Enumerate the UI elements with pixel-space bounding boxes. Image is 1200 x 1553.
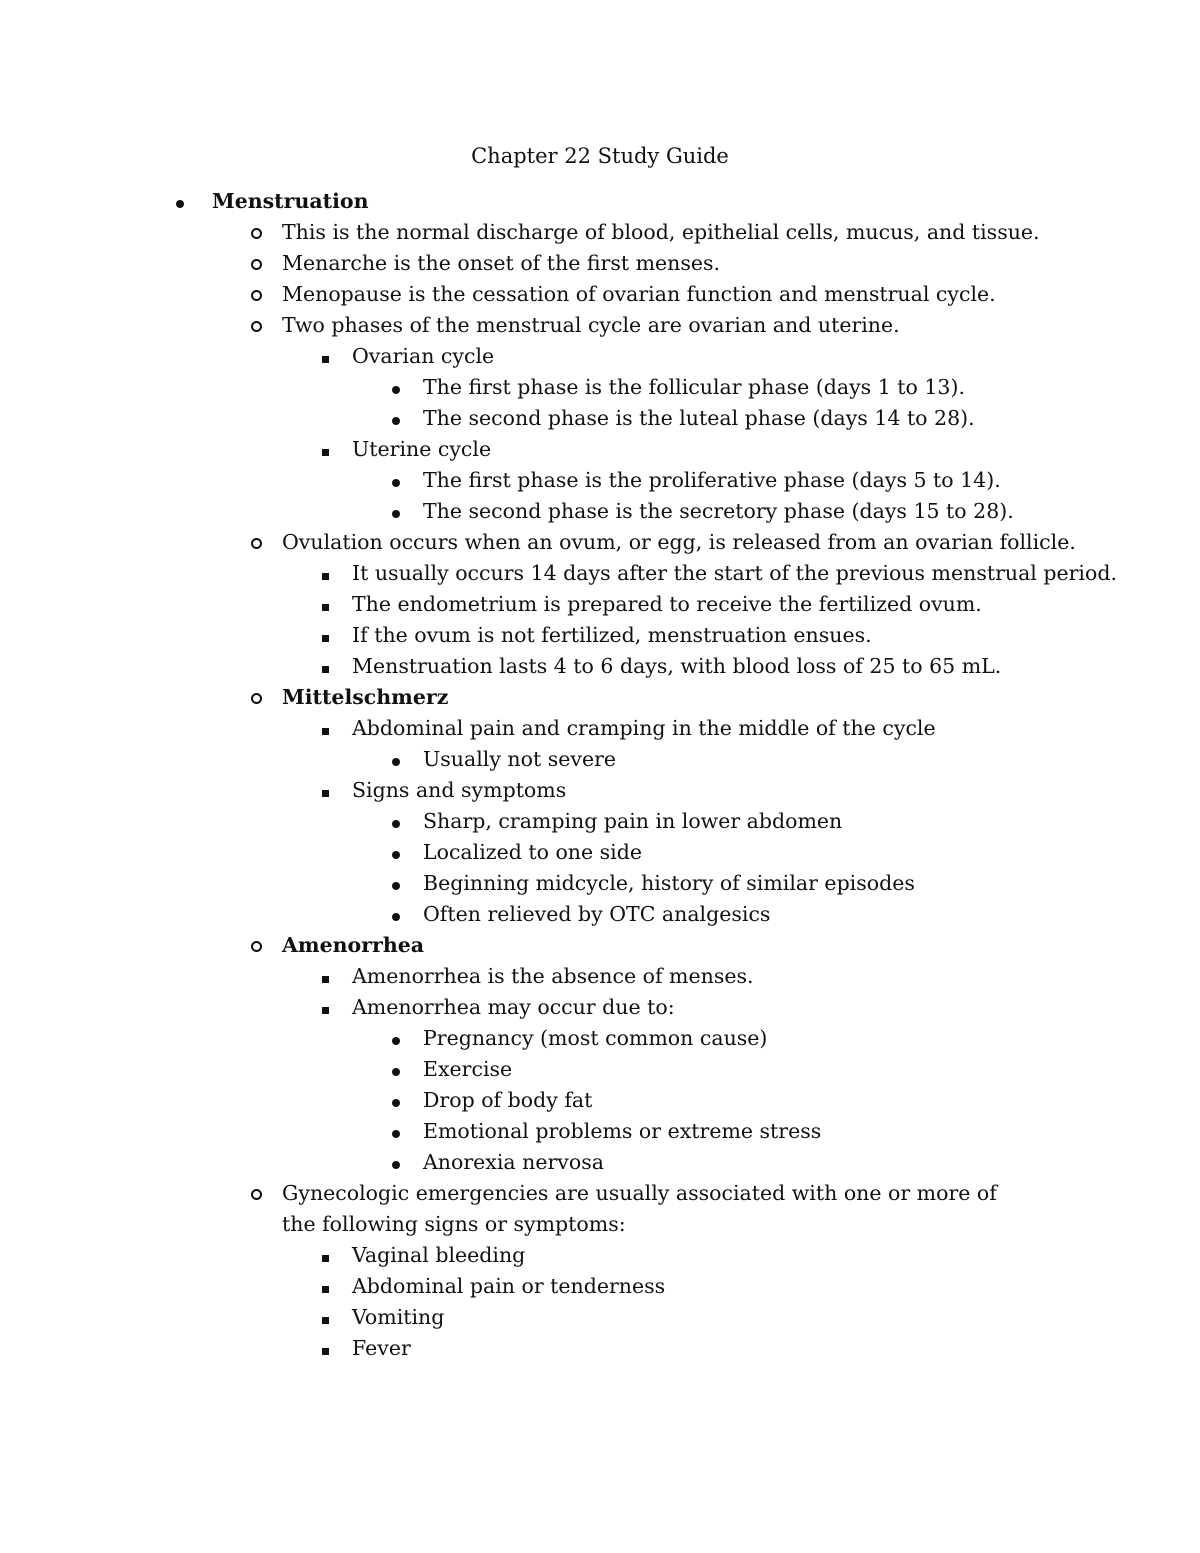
ring-bullet-icon bbox=[246, 279, 266, 310]
disc-bullet-icon bbox=[170, 186, 190, 217]
outline-item-level-3 bbox=[0, 434, 1200, 465]
ring-bullet-icon bbox=[246, 682, 266, 713]
outline-item-text: Menstruation lasts 4 to 6 days, with blood loss of 25 to 65 mL. bbox=[352, 654, 1002, 678]
disc-bullet-icon bbox=[386, 837, 406, 868]
outline-item-text: Abdominal pain and cramping in the middle of the cycle bbox=[352, 716, 936, 740]
disc-bullet-icon bbox=[386, 465, 406, 496]
outline-item-text: Signs and symptoms bbox=[352, 778, 567, 802]
square-bullet-icon bbox=[315, 775, 335, 806]
disc-bullet-icon bbox=[386, 496, 406, 527]
disc-bullet-icon bbox=[386, 1085, 406, 1116]
outline-item-level-3 bbox=[0, 1240, 1200, 1271]
outline-item-text: Usually not severe bbox=[423, 747, 617, 771]
outline-item-level-4 bbox=[0, 1116, 1200, 1147]
outline-item-text: Vaginal bleeding bbox=[352, 1243, 526, 1267]
outline-item-level-4 bbox=[0, 1147, 1200, 1178]
outline-item-level-3 bbox=[0, 341, 1200, 372]
outline-item-text: Gynecologic emergencies are usually associated with one or more of the following signs or symptoms: bbox=[282, 1181, 997, 1236]
disc-bullet-icon bbox=[386, 868, 406, 899]
outline-item-text: Anorexia nervosa bbox=[423, 1150, 604, 1174]
outline-item-level-3 bbox=[0, 961, 1200, 992]
disc-bullet-icon bbox=[386, 1116, 406, 1147]
outline-item-text: The second phase is the secretory phase (days 15 to 28). bbox=[423, 499, 1014, 523]
outline-item-level-3 bbox=[0, 713, 1200, 744]
square-bullet-icon bbox=[315, 558, 335, 589]
outline-item-text: The second phase is the luteal phase (days 14 to 28). bbox=[423, 406, 975, 430]
outline-item-level-3 bbox=[0, 558, 1200, 589]
outline-item-level-4 bbox=[0, 496, 1200, 527]
ring-bullet-icon bbox=[246, 310, 266, 341]
outline-item-text: Beginning midcycle, history of similar episodes bbox=[423, 871, 915, 895]
page-title: Chapter 22 Study Guide bbox=[471, 144, 729, 168]
outline-item-text: The first phase is the follicular phase (days 1 to 13). bbox=[423, 375, 965, 399]
outline-item-text: Menarche is the onset of the first menses. bbox=[282, 251, 721, 275]
outline-item-level-2 bbox=[0, 217, 1200, 248]
outline-item-text: Menopause is the cessation of ovarian function and menstrual cycle. bbox=[282, 282, 996, 306]
disc-bullet-icon bbox=[386, 806, 406, 837]
ring-bullet-icon bbox=[246, 248, 266, 279]
disc-bullet-icon bbox=[386, 744, 406, 775]
outline-item-level-2 bbox=[0, 930, 1200, 961]
outline-item-level-4 bbox=[0, 1085, 1200, 1116]
square-bullet-icon bbox=[315, 434, 335, 465]
outline-item-text: Exercise bbox=[423, 1057, 513, 1081]
outline-item-level-4 bbox=[0, 372, 1200, 403]
outline-item-text: Pregnancy (most common cause) bbox=[423, 1026, 768, 1050]
outline-item-text: Fever bbox=[352, 1336, 411, 1360]
outline-item-text: Ovarian cycle bbox=[352, 344, 495, 368]
square-bullet-icon bbox=[315, 1271, 335, 1302]
outline-item-level-4 bbox=[0, 403, 1200, 434]
outline-item-level-4 bbox=[0, 868, 1200, 899]
outline-item-level-2 bbox=[0, 248, 1200, 279]
square-bullet-icon bbox=[315, 1333, 335, 1364]
outline-item-text: Mittelschmerz bbox=[282, 685, 449, 709]
disc-bullet-icon bbox=[386, 1023, 406, 1054]
outline-item-level-4 bbox=[0, 1054, 1200, 1085]
outline-item-text: This is the normal discharge of blood, epithelial cells, mucus, and tissue. bbox=[282, 220, 1040, 244]
ring-bullet-icon bbox=[246, 527, 266, 558]
outline-item-text: Amenorrhea bbox=[282, 933, 425, 957]
ring-bullet-icon bbox=[246, 217, 266, 248]
square-bullet-icon bbox=[315, 961, 335, 992]
outline-item-text: Drop of body fat bbox=[423, 1088, 593, 1112]
square-bullet-icon bbox=[315, 620, 335, 651]
outline-item-text: Vomiting bbox=[352, 1305, 445, 1329]
square-bullet-icon bbox=[315, 651, 335, 682]
outline-item-text: Menstruation bbox=[212, 189, 369, 213]
outline-item-text: Localized to one side bbox=[423, 840, 642, 864]
outline-item-level-3 bbox=[0, 1333, 1200, 1364]
outline-item-text: Often relieved by OTC analgesics bbox=[423, 902, 771, 926]
square-bullet-icon bbox=[315, 341, 335, 372]
outline-item-text: It usually occurs 14 days after the start of the previous menstrual period. bbox=[352, 561, 1117, 585]
disc-bullet-icon bbox=[386, 403, 406, 434]
square-bullet-icon bbox=[315, 589, 335, 620]
outline-item-level-3 bbox=[0, 620, 1200, 651]
outline-item-level-4 bbox=[0, 744, 1200, 775]
disc-bullet-icon bbox=[386, 1147, 406, 1178]
outline-item-level-4 bbox=[0, 899, 1200, 930]
ring-bullet-icon bbox=[246, 930, 266, 961]
outline-item-level-2 bbox=[0, 1178, 1200, 1240]
outline-item-level-4 bbox=[0, 806, 1200, 837]
outline-item-level-2 bbox=[0, 527, 1200, 558]
ring-bullet-icon bbox=[246, 1178, 266, 1209]
disc-bullet-icon bbox=[386, 1054, 406, 1085]
square-bullet-icon bbox=[315, 992, 335, 1023]
outline-item-text: Emotional problems or extreme stress bbox=[423, 1119, 822, 1143]
outline-item-text: Sharp, cramping pain in lower abdomen bbox=[423, 809, 843, 833]
disc-bullet-icon bbox=[386, 899, 406, 930]
disc-bullet-icon bbox=[386, 372, 406, 403]
outline-item-text: Abdominal pain or tenderness bbox=[352, 1274, 666, 1298]
outline-item-level-1 bbox=[0, 186, 1200, 217]
outline-item-level-3 bbox=[0, 775, 1200, 806]
outline-item-level-2 bbox=[0, 310, 1200, 341]
outline-item-level-3 bbox=[0, 651, 1200, 682]
outline-item-level-3 bbox=[0, 1271, 1200, 1302]
outline-item-text: Amenorrhea is the absence of menses. bbox=[352, 964, 754, 988]
outline-item-text: Ovulation occurs when an ovum, or egg, is released from an ovarian follicle. bbox=[282, 530, 1076, 554]
outline-item-level-2 bbox=[0, 682, 1200, 713]
outline-item-text: The endometrium is prepared to receive the fertilized ovum. bbox=[352, 592, 982, 616]
outline-item-text: The first phase is the proliferative phase (days 5 to 14). bbox=[423, 468, 1001, 492]
outline-item-text: Amenorrhea may occur due to: bbox=[352, 995, 675, 1019]
outline-item-level-4 bbox=[0, 1023, 1200, 1054]
outline-item-level-3 bbox=[0, 589, 1200, 620]
outline-item-level-3 bbox=[0, 992, 1200, 1023]
square-bullet-icon bbox=[315, 713, 335, 744]
square-bullet-icon bbox=[315, 1302, 335, 1333]
outline-item-level-3 bbox=[0, 1302, 1200, 1333]
outline-item-level-2 bbox=[0, 279, 1200, 310]
outline-item-level-4 bbox=[0, 465, 1200, 496]
square-bullet-icon bbox=[315, 1240, 335, 1271]
outline-item-text: Uterine cycle bbox=[352, 437, 492, 461]
outline-item-text: Two phases of the menstrual cycle are ovarian and uterine. bbox=[282, 313, 900, 337]
outline-item-level-4 bbox=[0, 837, 1200, 868]
outline-item-text: If the ovum is not fertilized, menstruation ensues. bbox=[352, 623, 872, 647]
study-guide-outline bbox=[0, 186, 1200, 1364]
